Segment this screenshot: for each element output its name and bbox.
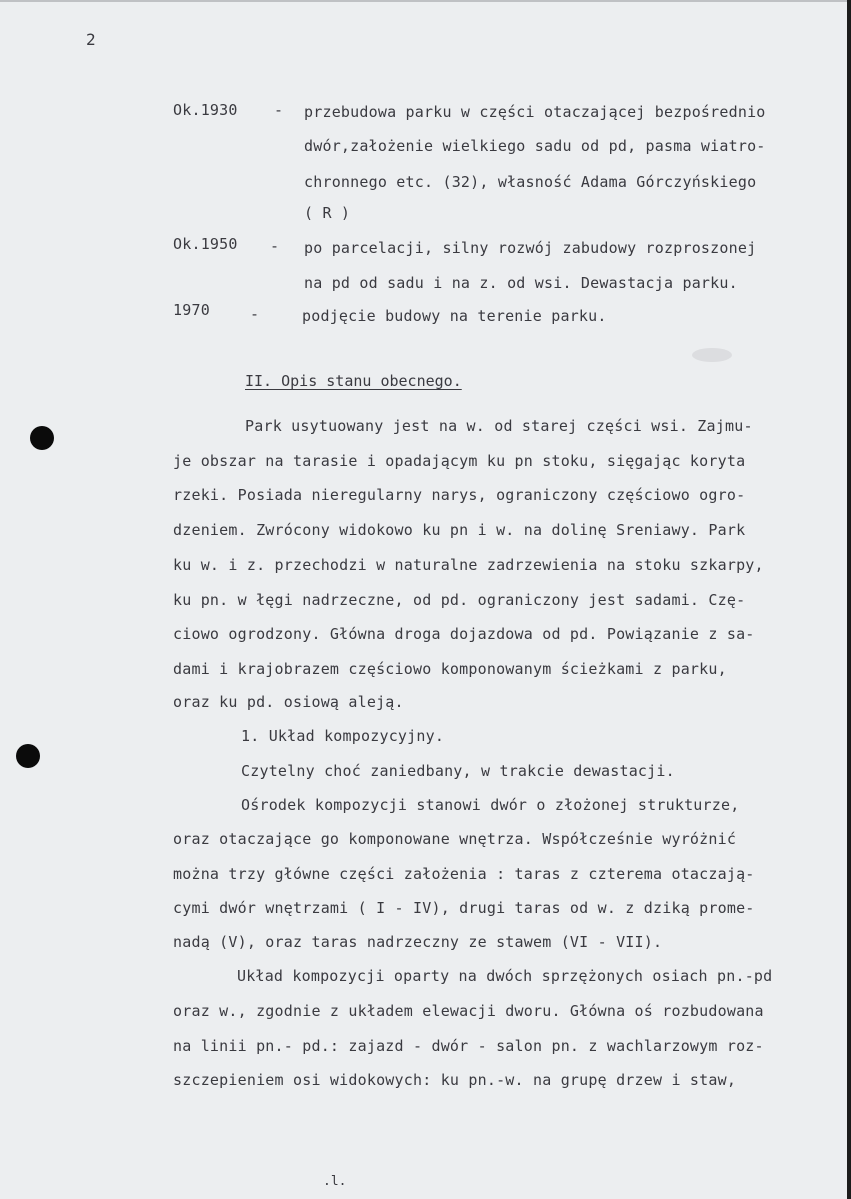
paper-smudge — [692, 348, 732, 362]
chronology-text-line: chronnego etc. (32), własność Adama Górczyńskiego — [304, 173, 757, 191]
chronology-text-line: dwór,założenie wielkiego sadu od pd, pasma wiatro- — [304, 137, 766, 155]
punch-hole-top — [30, 426, 54, 450]
body-line: Układ kompozycji oparty na dwóch sprzężonych osiach pn.-pd — [237, 967, 773, 985]
body-line: dami i krajobrazem częściowo komponowanym ścieżkami z parku, — [173, 660, 727, 678]
body-line: Ośrodek kompozycji stanowi dwór o złożonej strukturze, — [241, 796, 740, 814]
chronology-text-line: na pd od sadu i na z. od wsi. Dewastacja parku. — [304, 274, 738, 292]
chronology-text-line: podjęcie budowy na terenie parku. — [302, 307, 607, 325]
body-line: oraz w., zgodnie z układem elewacji dworu. Główna oś rozbudowana — [173, 1002, 764, 1020]
body-line: oraz ku pd. osiową aleją. — [173, 693, 404, 711]
body-line: szczepieniem osi widokowych: ku pn.-w. na grupę drzew i staw, — [173, 1071, 737, 1089]
body-line: można trzy główne części założenia : taras z czterema otaczają- — [173, 865, 755, 883]
chronology-dash: - — [250, 305, 260, 323]
chronology-dash: - — [270, 237, 280, 255]
body-line: Park usytuowany jest na w. od starej części wsi. Zajmu- — [245, 417, 753, 435]
page-number: 2 — [86, 30, 96, 49]
body-line: dzeniem. Zwrócony widokowo ku pn i w. na dolinę Sreniawy. Park — [173, 521, 746, 539]
body-line: oraz otaczające go komponowane wnętrza. Współcześnie wyróżnić — [173, 830, 737, 848]
section-heading: II. Opis stanu obecnego. — [245, 372, 462, 390]
body-line: nadą (V), oraz taras nadrzeczny ze stawem (VI - VII). — [173, 933, 663, 951]
body-line: ciowo ogrodzony. Główna droga dojazdowa od pd. Powiązanie z sa- — [173, 625, 755, 643]
chronology-date: Ok.1950 — [173, 235, 238, 253]
scan-top-edge — [0, 0, 851, 2]
footer-mark: .l. — [323, 1174, 347, 1189]
chronology-dash: - — [274, 101, 284, 119]
chronology-text-line: przebudowa parku w części otaczającej bezpośrednio — [304, 103, 766, 121]
subsection-heading: 1. Układ kompozycyjny. — [241, 727, 445, 745]
body-line: Czytelny choć zaniedbany, w trakcie dewastacji. — [241, 762, 675, 780]
body-line: cymi dwór wnętrzami ( I - IV), drugi taras od w. z dziką prome- — [173, 899, 755, 917]
chronology-text-line: po parcelacji, silny rozwój zabudowy rozproszonej — [304, 239, 757, 257]
chronology-date: Ok.1930 — [173, 101, 238, 119]
chronology-text-line: ( R ) — [304, 204, 351, 222]
body-line: je obszar na tarasie i opadającym ku pn stoku, sięgając koryta — [173, 452, 746, 470]
chronology-date: 1970 — [173, 301, 210, 319]
body-line: ku pn. w łęgi nadrzeczne, od pd. ograniczony jest sadami. Czę- — [173, 591, 746, 609]
scan-right-edge — [847, 0, 851, 1199]
body-line: ku w. i z. przechodzi w naturalne zadrzewienia na stoku szkarpy, — [173, 556, 764, 574]
body-line: rzeki. Posiada nieregularny narys, ograniczony częściowo ogro- — [173, 486, 746, 504]
body-line: na linii pn.- pd.: zajazd - dwór - salon pn. z wachlarzowym roz- — [173, 1037, 764, 1055]
punch-hole-bottom — [16, 744, 40, 768]
